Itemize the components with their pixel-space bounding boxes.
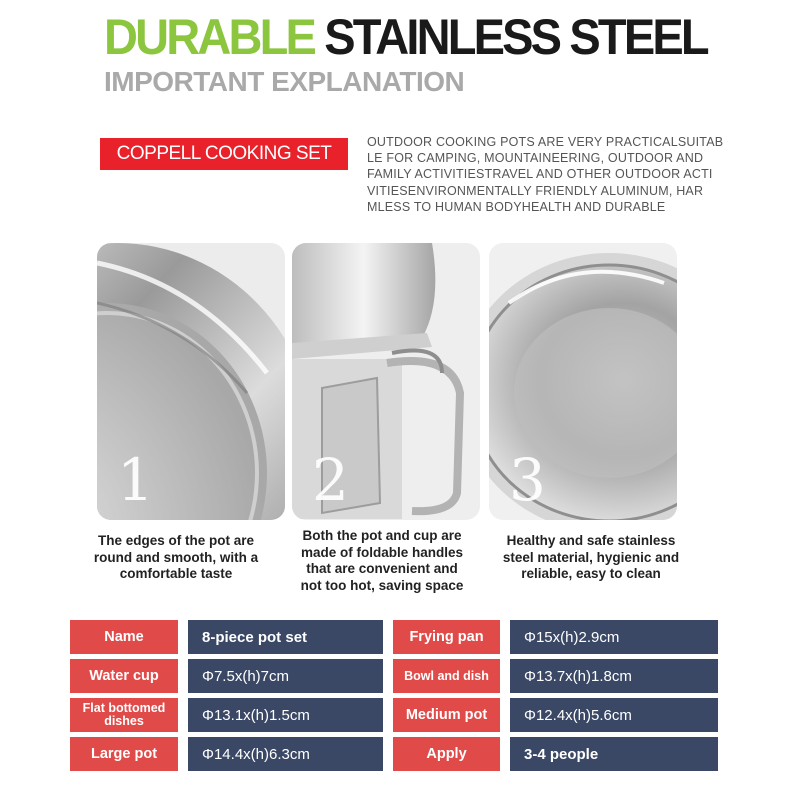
spec-value: Φ15x(h)2.9cm [510, 620, 718, 654]
caption-line: Healthy and safe stainless [506, 533, 676, 548]
description-line: FAMILY ACTIVITIESTRAVEL AND OTHER OUTDOOR ACTI [367, 167, 713, 182]
feature-number: 3 [509, 446, 546, 514]
spec-value: Φ12.4x(h)5.6cm [510, 698, 718, 732]
subheading: IMPORTANT EXPLANATION [104, 66, 465, 97]
spec-row [70, 737, 718, 771]
spec-value: Φ13.1x(h)1.5cm [188, 698, 383, 732]
spec-label: Large pot [70, 737, 178, 771]
spec-label: Frying pan [393, 620, 500, 654]
description-line: VITIESENVIRONMENTALLY FRIENDLY ALUMINUM, HAR [367, 183, 704, 198]
feature-photo-pot-edge [97, 243, 285, 520]
spec-value: Φ14.4x(h)6.3cm [188, 737, 383, 771]
description [367, 134, 724, 215]
caption-line: reliable, easy to clean [521, 566, 661, 581]
spec-label: Water cup [70, 659, 178, 693]
description-line: OUTDOOR COOKING POTS ARE VERY PRACTICALSUITAB [367, 135, 724, 149]
feature-number: 2 [312, 446, 349, 514]
caption-line: that are convenient and [306, 561, 458, 576]
caption-line: comfortable taste [119, 566, 233, 581]
feature-caption [287, 528, 477, 594]
spec-row [70, 659, 718, 693]
spec-value: Φ13.7x(h)1.8cm [510, 659, 718, 693]
caption-line: The edges of the pot are [97, 533, 255, 548]
spec-row [70, 620, 718, 654]
headline-black-text: STAINLESS STEEL [324, 9, 707, 65]
spec-label: Medium pot [393, 698, 500, 732]
spec-label: Flat bottomed dishes [70, 698, 178, 732]
feature-photo-foldable-handle [292, 243, 480, 520]
spec-value: 8-piece pot set [188, 620, 383, 654]
description-line: MLESS TO HUMAN BODYHEALTH AND DURABLE [367, 199, 666, 214]
caption-line: round and smooth, with a [93, 549, 259, 565]
spec-label: Bowl and dish [393, 659, 500, 693]
product-label-badge: COPPELL COOKING SET [100, 138, 348, 170]
caption-line: steel material, hygienic and [502, 549, 680, 565]
spec-value: Φ7.5x(h)7cm [188, 659, 383, 693]
spec-value: 3-4 people [510, 737, 718, 771]
description-line: LE FOR CAMPING, MOUNTAINEERING, OUTDOOR AND [367, 151, 704, 166]
spec-label: Apply [393, 737, 500, 771]
headline [104, 8, 707, 66]
spec-row [70, 698, 718, 732]
caption-line: not too hot, saving space [300, 577, 464, 593]
caption-line: Both the pot and cup are [302, 528, 462, 543]
headline-green-text: DURABLE [104, 9, 315, 65]
caption-line: made of foldable handles [300, 544, 464, 560]
feature-number: 1 [117, 446, 154, 514]
feature-caption [81, 533, 271, 583]
spec-label: Name [70, 620, 178, 654]
feature-photo-stainless-material [489, 243, 677, 520]
feature-caption [496, 533, 686, 583]
